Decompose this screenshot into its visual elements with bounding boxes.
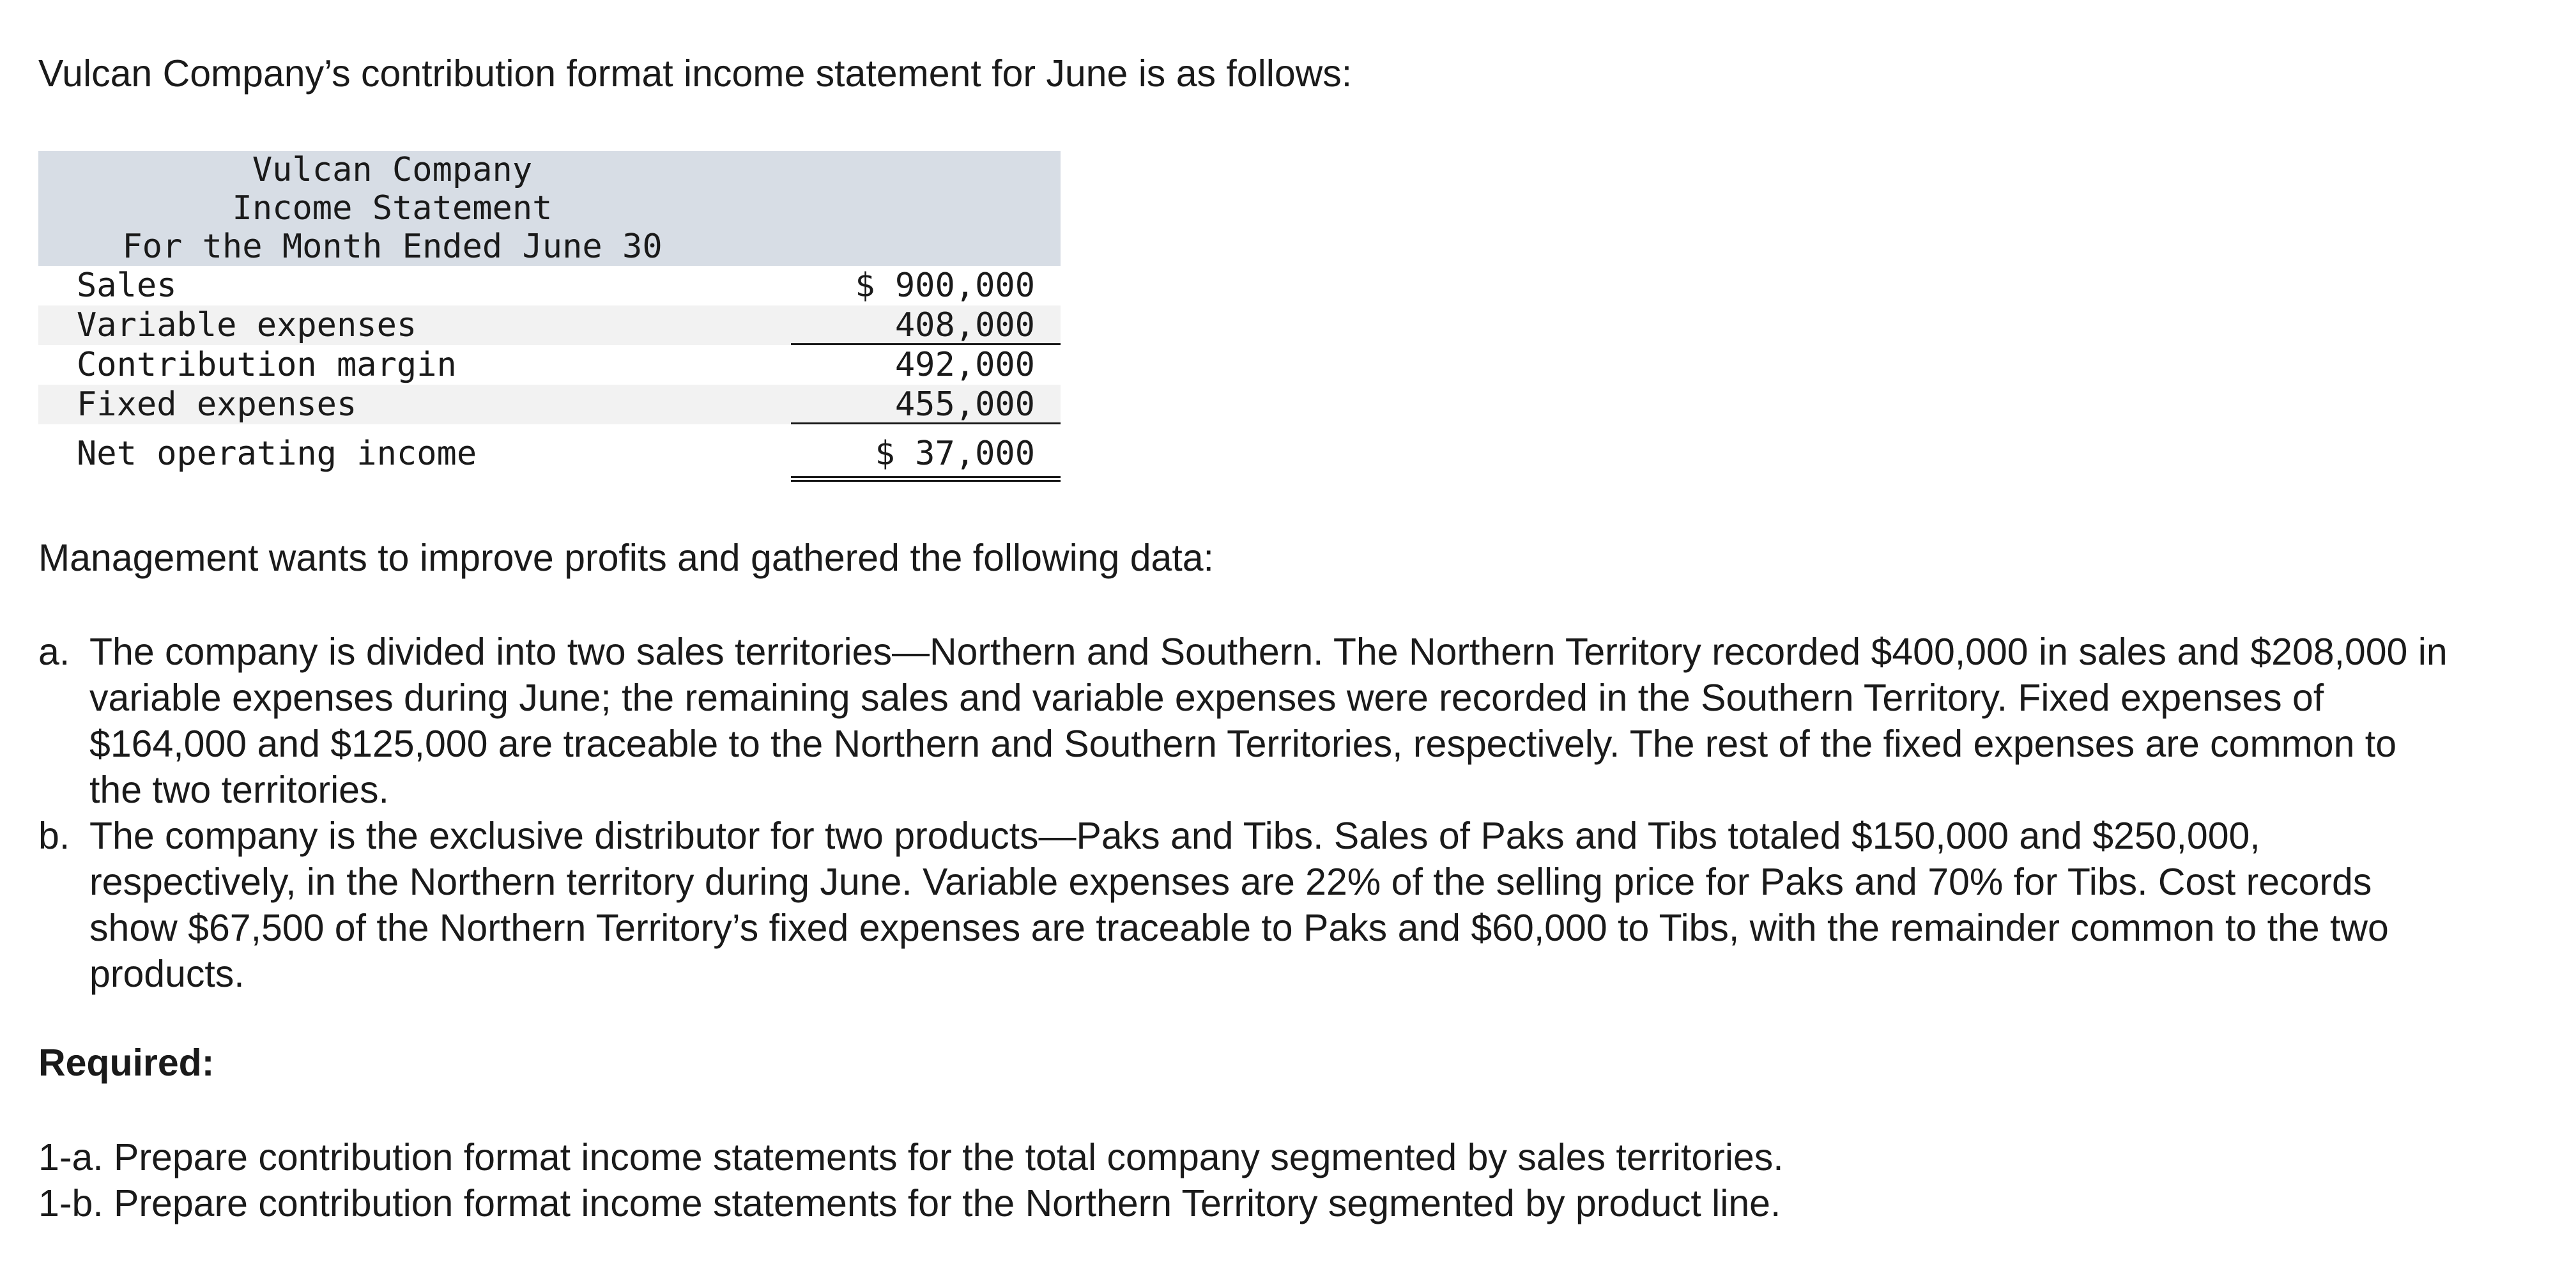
list-item-text: The company is the exclusive distributor for two products—Paks and Tibs. Sales of Paks and Tibs totaled $150,000 and $250,000, respectively, in the Northern territory during June. Variable expenses are 22% of the selling price for Paks and 70% for Tibs. Cost records show $67,500 of the Northern Territory’s fixed expenses are traceable to Paks and $60,000 to Tibs, with the remainder common to the two products.: [89, 815, 2389, 995]
row-label: Contribution margin: [77, 346, 457, 384]
row-label: Fixed expenses: [77, 385, 357, 424]
requirement-1b: 1-b. Prepare contribution format income statements for the Northern Territory segmented by product line.: [38, 1182, 1781, 1224]
data-list: [38, 629, 2453, 997]
row-amount: $ 37,000: [791, 426, 1061, 482]
data-item-a: [38, 629, 2453, 813]
statement-row-variable-expenses: [38, 305, 1061, 345]
list-marker: b.: [38, 815, 70, 857]
statement-title: Income Statement: [232, 189, 553, 228]
statement-row-fixed-expenses: [38, 385, 1061, 424]
statement-row-contribution-margin: [38, 345, 1061, 385]
row-label: Net operating income: [77, 435, 477, 473]
intro-paragraph: Vulcan Company’s contribution format income statement for June is as follows:: [38, 52, 1353, 95]
row-amount: 408,000: [791, 305, 1061, 345]
data-item-b: [38, 813, 2453, 997]
required-heading: Required:: [38, 1042, 215, 1084]
row-label: Sales: [77, 266, 177, 305]
row-label: Variable expenses: [77, 306, 417, 344]
row-amount: 455,000: [791, 385, 1061, 424]
requirements-list: [38, 1134, 1784, 1226]
statement-period: For the Month Ended June 30: [122, 228, 663, 266]
statement-row-sales: [38, 266, 1061, 305]
management-paragraph: Management wants to improve profits and gathered the following data:: [38, 537, 1214, 579]
requirement-1a: 1-a. Prepare contribution format income statements for the total company segmented by sales territories.: [38, 1136, 1784, 1178]
row-amount: 492,000: [894, 346, 1035, 384]
statement-row-net-operating-income: [38, 426, 1061, 482]
income-statement-table: [38, 151, 1061, 482]
row-amount: $ 900,000: [855, 266, 1035, 305]
list-marker: a.: [38, 631, 70, 673]
statement-company-name: Vulcan Company: [252, 151, 533, 189]
statement-header: [38, 151, 1061, 266]
list-item-text: The company is divided into two sales territories—Northern and Southern. The Northern Territory recorded $400,000 in sales and $208,000 in variable expenses during June; the remaining sales and variable expenses were recorded in the Southern Territory. Fixed expenses of $164,000 and $125,000 are traceable to the Northern and Southern Territories, respectively. The rest of the fixed expenses are common to the two territories.: [89, 631, 2448, 811]
